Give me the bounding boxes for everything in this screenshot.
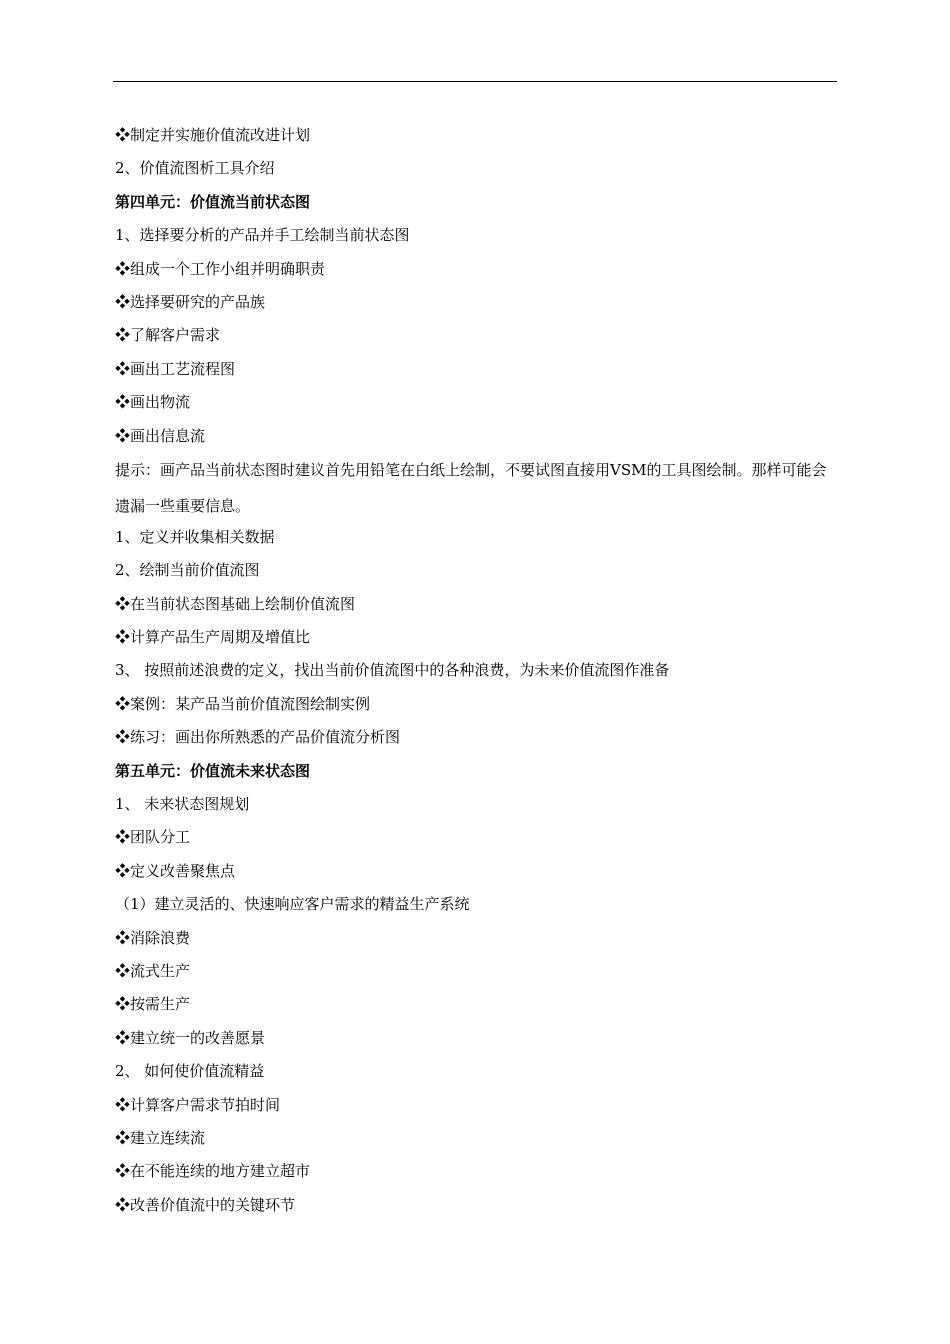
bullet-line: ❖画出物流 bbox=[115, 393, 191, 412]
bullet-line: ❖建立统一的改善愿景 bbox=[115, 1028, 266, 1047]
bullet-line: ❖计算客户需求节拍时间 bbox=[115, 1095, 281, 1114]
bullet-line: ❖组成一个工作小组并明确职责 bbox=[115, 259, 326, 278]
bullet-line: ❖画出工艺流程图 bbox=[115, 359, 236, 378]
bullet-line: ❖消除浪费 bbox=[115, 928, 191, 947]
header-rule bbox=[113, 81, 837, 82]
bullet-line: ❖在当前状态图基础上绘制价值流图 bbox=[115, 594, 356, 613]
item-line: 3、 按照前述浪费的定义，找出当前价值流图中的各种浪费，为未来价值流图作准备 bbox=[115, 661, 670, 680]
bullet-line: ❖选择要研究的产品族 bbox=[115, 292, 266, 311]
bullet-line: ❖团队分工 bbox=[115, 828, 191, 847]
item-line: 2、 如何使价值流精益 bbox=[115, 1062, 265, 1081]
note-paragraph: 提示：画产品当前状态图时建议首先用铅笔在白纸上绘制，不要试图直接用VSM的工具图绘制。那样可能会遗漏一些重要信息。 bbox=[115, 460, 827, 515]
item-line: （1）建立灵活的、快速响应客户需求的精益生产系统 bbox=[115, 895, 470, 914]
document-body bbox=[115, 119, 837, 1222]
bullet-line: ❖制定并实施价值流改进计划 bbox=[115, 126, 311, 144]
bullet-line: ❖流式生产 bbox=[115, 961, 191, 980]
bullet-line: ❖建立连续流 bbox=[115, 1128, 206, 1147]
bullet-line: ❖改善价值流中的关键环节 bbox=[115, 1195, 296, 1214]
bullet-line: ❖练习：画出你所熟悉的产品价值流分析图 bbox=[115, 728, 401, 747]
bullet-line: ❖按需生产 bbox=[115, 995, 191, 1014]
item-line: 2、价值流图析工具介绍 bbox=[115, 159, 275, 178]
section-heading: 第五单元：价值流未来状态图 bbox=[115, 761, 311, 780]
bullet-line: ❖画出信息流 bbox=[115, 426, 206, 445]
item-line: 1、选择要分析的产品并手工绘制当前状态图 bbox=[115, 226, 410, 245]
bullet-line: ❖案例：某产品当前价值流图绘制实例 bbox=[115, 694, 371, 713]
item-line: 1、定义并收集相关数据 bbox=[115, 527, 275, 546]
bullet-line: ❖在不能连续的地方建立超市 bbox=[115, 1162, 311, 1181]
section-heading: 第四单元：价值流当前状态图 bbox=[115, 192, 311, 211]
bullet-line: ❖了解客户需求 bbox=[115, 326, 221, 345]
bullet-line: ❖定义改善聚焦点 bbox=[115, 861, 236, 880]
item-line: 2、绘制当前价值流图 bbox=[115, 561, 260, 580]
item-line: 1、 未来状态图规划 bbox=[115, 795, 250, 814]
bullet-line: ❖计算产品生产周期及增值比 bbox=[115, 628, 311, 647]
